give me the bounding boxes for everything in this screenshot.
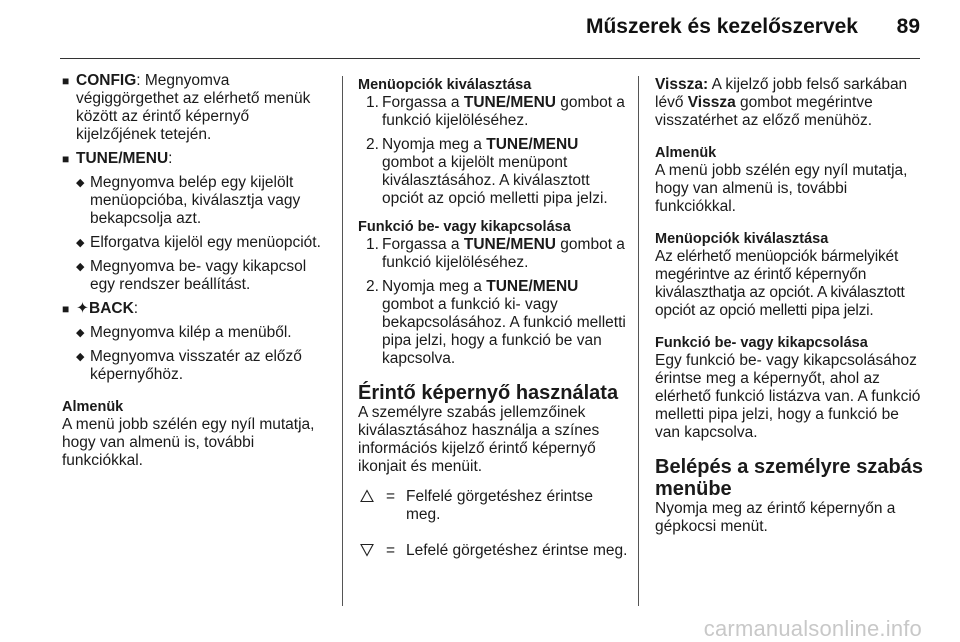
menu-select-text: Az elérhető menüopciók bármelyikét megérintve az érintő képernyőn kiválaszthatja az opciót. A kiválasztott opciót az opció melletti pipa jelzi. (655, 248, 905, 319)
tune-menu-label: TUNE/MENU (76, 150, 169, 167)
diamond-bullet-icon: ◆ (76, 351, 85, 363)
personalization-heading: Belépés a személyre szabás menübe (655, 456, 923, 500)
back-subitem (62, 324, 328, 342)
vissza-button-name: Vissza (687, 94, 736, 111)
menu-select-heading: Menüopciók kiválasztása (655, 231, 829, 247)
step-button-name: TUNE/MENU (486, 278, 579, 295)
tune-subitem (62, 234, 328, 252)
back-item (62, 300, 328, 318)
step-number: 1. (366, 94, 379, 111)
tune-subitem (62, 258, 328, 294)
config-label: CONFIG (76, 72, 137, 89)
diamond-bullet-icon: ◆ (76, 327, 85, 339)
back-arrow-icon: ✦ (76, 300, 89, 317)
vissza-text: A kijelző jobb felső sarkában lévő (655, 76, 908, 111)
column-1 (62, 72, 328, 470)
square-bullet-icon: ■ (62, 152, 70, 166)
diamond-bullet-icon: ◆ (76, 261, 85, 273)
step-text: gombot a funkció ki- vagy bekapcsolásához. A funkció melletti pipa jelzi, hogy a funkció be van kapcsolva. (382, 296, 626, 367)
back-label: BACK (89, 300, 134, 317)
symbol-description: Felfelé görgetéshez érintse meg. (406, 488, 593, 523)
diamond-bullet-icon: ◆ (76, 237, 85, 249)
back-subitem-text: Megnyomva visszatér az előző képernyőhöz. (90, 348, 302, 383)
up-triangle-icon (360, 489, 374, 503)
tune-menu-colon: : (168, 150, 173, 167)
tune-menu-item (62, 150, 328, 168)
back-subitem (62, 348, 328, 384)
down-triangle-icon (360, 543, 374, 557)
step-number: 2. (366, 278, 379, 295)
almenuk-heading: Almenük (62, 399, 124, 415)
vissza-label: Vissza: (655, 76, 709, 93)
step-button-name: TUNE/MENU (486, 136, 579, 153)
back-subitem-text: Megnyomva kilép a menüből. (90, 324, 292, 341)
step-text: Nyomja meg a (382, 136, 487, 153)
config-text: : Megnyomva végiggörgethet az elérhető menük között az érintő képernyő kijelzőjének tetején. (76, 72, 311, 143)
symbol-description: Lefelé görgetéshez érintse meg. (406, 542, 628, 559)
onoff-text: Egy funkció be- vagy kikapcsolásához érintse meg a képernyőt, ahol az elérhető funkció listázva van. A funkció melletti pipa jelzi, hogy a funkció be van kapcsolva. (655, 352, 921, 441)
page-header (0, 0, 960, 52)
back-colon: : (133, 300, 139, 317)
onoff-heading: Funkció be- vagy kikapcsolása (358, 219, 571, 235)
onoff-step (358, 236, 630, 272)
tune-subitem-text: Elforgatva kijelöl egy menüopciót. (90, 234, 321, 251)
symbol-row (358, 542, 630, 560)
touch-text: A személyre szabás jellemzőinek kiválasztásához használja a színes információs kijelző érintő képernyő ikonjait és menüit. (358, 404, 600, 475)
touch-heading: Érintő képernyő használata (358, 382, 619, 404)
column-divider-1 (342, 76, 343, 606)
square-bullet-icon: ■ (62, 74, 70, 88)
page-number: 89 (896, 15, 920, 38)
header-divider (60, 58, 920, 59)
tune-subitem-text: Megnyomva belép egy kijelölt menüopcióba, kiválasztja vagy bekapcsolja azt. (90, 174, 301, 227)
step-text: Forgassa a (382, 94, 464, 111)
step-number: 1. (366, 236, 379, 253)
watermark: carmanualsonline.info (703, 616, 922, 641)
page-title: Műszerek és kezelőszervek (585, 15, 858, 38)
onoff-heading: Funkció be- vagy kikapcsolása (655, 335, 868, 351)
menu-select-heading: Menüopciók kiválasztása (358, 77, 532, 93)
vissza-paragraph (655, 76, 923, 130)
symbol-row (358, 488, 630, 524)
config-item (62, 72, 328, 144)
square-bullet-icon: ■ (62, 302, 70, 316)
tune-subitem-text: Megnyomva be- vagy kikapcsol egy rendszer beállítást. (90, 258, 307, 293)
symbol-equals: = (386, 488, 396, 505)
almenuk-text: A menü jobb szélén egy nyíl mutatja, hogy van almenü is, további funkciókkal. (655, 162, 908, 215)
personalization-text: Nyomja meg az érintő képernyőn a gépkocsi menüt. (655, 500, 896, 535)
step-text: gombot a funkció kijelöléséhez. (382, 236, 625, 271)
almenuk-text: A menü jobb szélén egy nyíl mutatja, hogy van almenü is, további funkciókkal. (62, 416, 315, 469)
step-text: Forgassa a (382, 236, 464, 253)
vissza-text: gombot megérintve visszatérhet az előző menühöz. (655, 94, 873, 129)
step-number: 2. (366, 136, 379, 153)
step-text: gombot a funkció kijelöléséhez. (382, 94, 625, 129)
step-text: Nyomja meg a (382, 278, 487, 295)
step-button-name: TUNE/MENU (463, 94, 556, 111)
column-divider-2 (638, 76, 639, 606)
step-button-name: TUNE/MENU (463, 236, 556, 253)
menu-select-step (358, 136, 630, 208)
column-3 (655, 72, 923, 536)
almenuk-heading: Almenük (655, 145, 717, 161)
tune-subitem (62, 174, 328, 228)
menu-select-step (358, 94, 630, 130)
onoff-step (358, 278, 630, 368)
step-text: gombot a kijelölt menüpont kiválasztásához. A kiválasztott opciót az opció melletti pipa jelzi. (382, 154, 608, 207)
symbol-equals: = (386, 542, 396, 559)
diamond-bullet-icon: ◆ (76, 177, 85, 189)
column-2 (358, 72, 630, 578)
